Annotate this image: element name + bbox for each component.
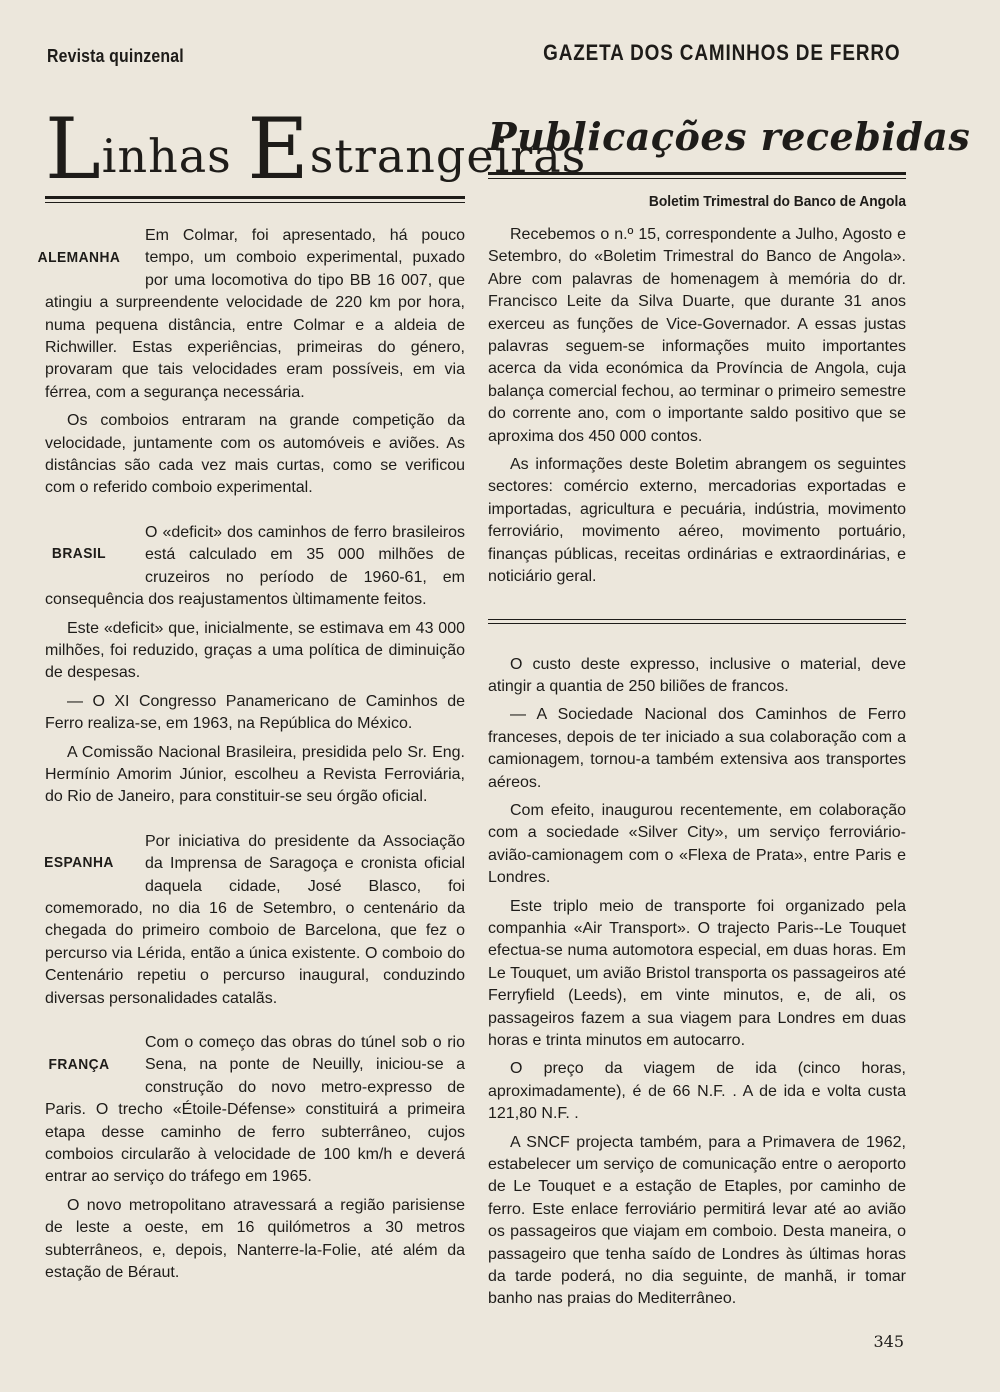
country-heading: FRANÇA <box>48 1055 110 1073</box>
country-heading: ESPANHA <box>44 854 114 872</box>
paragraph: Com o começo das obras do túnel sob o rio Sena, na ponte de Neuilly, iniciou-se a construção do novo metro-expresso de Paris. O trecho «Étoile-Défense» constituirá a primeira etapa desse caminho de ferro subterrâneo, cujos comboios circularão à velocidade de 100 km/h e deverá entrar ao serviço do tráfego em 1965. <box>45 1034 465 1186</box>
paragraph: Recebemos o n.º 15, correspondente a Julho, Agosto e Setembro, do «Boletim Trimestral do Banco de Angola». Abre com palavras de homenagem à memória do dr. Francisco Leite da Silva Duarte, que durante 31 anos exerceu as funções de Vice-Governador. A essas justas palavras seguem-se informações muito importantes acerca da vida económica da Província de Angola, cuja balança comercial fechou, ao terminar o primeiro semestre do corrente ano, com o importante saldo positivo que se aproxima dos 450 000 contos. <box>488 226 906 445</box>
country-heading: BRASIL <box>51 545 107 563</box>
paragraph: Por iniciativa do presidente da Associação da Imprensa de Saragoça e cronista oficial daquela cidade, José Blasco, foi comemorado, no dia 16 de Setembro, o centenário da chegada do primeiro comboio de Barcelona, que fez o percurso via Lérida, então a única existente. O comboio do Centenário repetiu o percurso inaugural, conduzindo diversas personalidades catalãs. <box>45 832 465 1007</box>
paragraph: O novo metropolitano atravessará a região parisiense de leste a oeste, em 16 quilómetros a 30 metros subterrâneos, e, depois, Nanterre-la-Folie, até além da estação de Béraut. <box>45 1196 465 1282</box>
section-divider <box>488 619 906 624</box>
paragraph: Este «deficit» que, inicialmente, se estimava em 43 000 milhões, foi reduzido, graças a uma política de diminuição de despesas. <box>45 619 465 682</box>
paragraph: Este triplo meio de transporte foi organizado pela companhia «Air Transport». O trajecto Paris--Le Touquet efectua-se numa automotora especial, em duas horas. Em Le Touquet, um avião Bristol transporta os passageiros até Ferryfield (Leeds), em vinte minutos, e, de ali, os passageiros fazem a sua viagem para Londres em duas horas e trinta minutos em autocarro. <box>488 897 906 1049</box>
paragraph: — O XI Congresso Panamericano de Caminhos de Ferro realiza-se, em 1963, na República do México. <box>45 692 465 733</box>
title-rule <box>488 172 906 179</box>
section-brasil <box>45 522 465 809</box>
right-column <box>488 108 971 1317</box>
paragraph: As informações deste Boletim abrangem os seguintes sectores: comércio externo, mercadorias exportadas e importadas, agricultura e pecuária, indústria, movimento ferroviário, movimento aéreo, movimento portuário, finanças públicas, receitas ordinárias e extraordinárias, e noticiário geral. <box>488 456 906 586</box>
section-alemanha <box>37 225 465 500</box>
section-franca <box>45 1032 465 1284</box>
title-initial-1: L <box>45 100 102 198</box>
title-initial-2: E <box>247 100 310 198</box>
section-title-linhas-estrangeiras <box>45 100 587 198</box>
paragraph: A Comissão Nacional Brasileira, presidida pelo Sr. Eng. Hermínio Amorim Júnior, escolheu a Revista Ferroviária, do Rio de Janeiro, para constituir-se seu órgão oficial. <box>45 743 465 806</box>
paragraph: O custo deste expresso, inclusive o material, deve atingir a quantia de 250 biliões de francos. <box>488 655 906 695</box>
paragraph: Os comboios entraram na grande competição da velocidade, juntamente com os automóveis e aviões. As distâncias são cada vez mais curtas, como se verificou com o referido comboio experimental. <box>45 412 465 497</box>
paragraph: Em Colmar, foi apresentado, há pouco tempo, um comboio experimental, puxado por uma locomotiva do tipo BB 16 007, que atingiu a surpreendente velocidade de 220 km por hora, numa pequena distância, entre Colmar e a aldeia de Richwiller. Estas experiências, primeiras do género, provaram que tais velocidades eram possíveis, em via férrea, com a segurança necessária. <box>45 227 465 401</box>
title-part-2: strangeiras <box>309 129 587 183</box>
title-part-1: inhas <box>101 129 248 183</box>
publication-subtitle: Boletim Trimestral do Banco de Angola <box>648 193 906 210</box>
paragraph: O preço da viagem de ida (cinco horas, aproximadamente), é de 66 N.F. . A de ida e volta custa 121,80 N.F. . <box>488 1060 906 1123</box>
country-heading: ALEMANHA <box>37 248 121 266</box>
page-number: 345 <box>873 1332 904 1351</box>
section-espanha <box>45 831 465 1010</box>
running-header-left: Revista quinzenal <box>47 46 184 66</box>
left-column <box>37 100 587 1290</box>
running-header-right: GAZETA DOS CAMINHOS DE FERRO <box>542 40 900 65</box>
paragraph: A SNCF projecta também, para a Primavera de 1962, estabelecer um serviço de comunicação entre o aeroporto de Le Touquet e a estação de Etaples, por caminho de ferro. Este enlace ferroviário permitirá levar até ao avião os passageiros que viajam em comboio. Desta maneira, o passageiro que tenha saído de Londres às últimas horas da tarde poderá, no dia seguinte, de manhã, ir tomar banho nas praias do Mediterrâneo. <box>488 1133 906 1308</box>
paragraph: O «deficit» dos caminhos de ferro brasileiros está calculado em 35 000 milhões de cruzeiros no período de 1960-61, em consequência dos reajustamentos ùltimamente feitos. <box>45 523 465 609</box>
paragraph: Com efeito, inaugurou recentemente, em colaboração com a sociedade «Silver City», um serviço ferroviário-avião-camionagem com o «Flexa de Prata», entre Paris e Londres. <box>488 801 906 887</box>
paragraph: — A Sociedade Nacional dos Caminhos de Ferro franceses, depois de ter iniciado a sua colaboração com a camionagem, tornou-a também extensiva aos transportes aéreos. <box>488 706 906 791</box>
section-title-publicacoes: Publicações recebidas <box>488 114 971 159</box>
